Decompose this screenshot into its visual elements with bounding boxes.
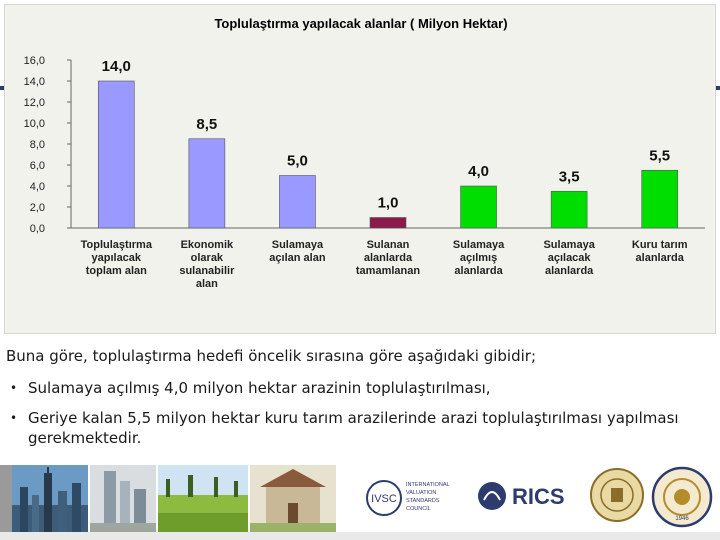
category-label-line: Kuru tarım [631,239,688,251]
category-label [269,239,326,264]
bar-value-label: 8,5 [196,115,218,133]
category-label-line: yapılacak [91,252,142,264]
bar [98,81,134,228]
bar-value-label: 3,5 [558,168,580,186]
category-label-line: Sulanan [366,239,410,251]
category-label-line: alanlarda [635,252,684,264]
category-labels [81,239,688,290]
chart-panel [4,4,716,334]
towers-image [90,465,156,533]
bar-value-label: 5,5 [649,147,671,165]
ivsc-logo-line: INTERNATIONAL [406,482,450,488]
y-tick-label: 2,0 [29,202,45,214]
bar [370,218,406,229]
category-label-line: Sulamaya [543,239,595,251]
farmland-image [158,465,248,533]
category-label-line: alanlarda [544,265,594,277]
seal-year: 1946 [675,516,689,522]
category-label [81,239,153,277]
ivsc-logo-abbr: IVSC [371,493,397,505]
category-label-line: toplam alan [85,265,147,277]
bullet-glyph: • [10,411,18,425]
bar-chart [5,5,717,335]
y-tick-label: 6,0 [29,160,45,172]
body-text [6,346,696,458]
bullet-text: Geriye kalan 5,5 milyon hektar kuru tarım arazilerinde arazi toplulaştırılması yapılması gerekmektedir. [28,409,679,447]
bullet-item [6,378,696,398]
ankara-university-logo [650,466,714,528]
bar [279,176,315,229]
category-label-line: sulanabilir [179,265,235,277]
category-label-line: tamamlanan [355,265,421,277]
category-label-line: Sulamaya [271,239,324,251]
y-tick-label: 0,0 [29,223,45,235]
category-label [179,239,235,290]
ivsc-logo-line: STANDARDS [406,498,440,504]
bar-value-label: 4,0 [468,163,490,180]
bar-value-label: 5,0 [286,152,308,170]
ivsc-logo [364,470,464,526]
ivsc-logo-line: COUNCIL [406,506,431,512]
bullet-text: Sulamaya açılmış 4,0 milyon hektar arazinin toplulaştırılması, [28,379,491,397]
intro-paragraph: Buna göre, toplulaştırma hedefi öncelik sırasına göre aşağıdaki gibidir; [6,347,537,365]
category-label-line: Toplulaştırma [80,239,152,251]
footer-divider [0,532,720,540]
category-label-line: Ekonomik [180,239,234,251]
category-label-line: alanlarda [363,252,413,264]
chart-title: Toplulaştırma yapılacak alanlar ( Milyon Hektar) [214,16,508,31]
category-label [356,239,420,277]
y-tick-label: 16,0 [23,55,45,67]
category-label-line: alan [195,278,218,290]
category-label-line: açılmış [459,252,498,264]
bar-value-label: 14,0 [101,58,131,75]
category-label-line: alanlarda [454,265,503,277]
house-image [250,465,336,533]
value-labels [102,58,670,212]
category-label-line: açılan alan [269,252,326,264]
category-label [632,239,688,264]
y-tick-label: 14,0 [23,76,45,88]
category-label [543,239,595,277]
bar-value-label: 1,0 [377,194,399,212]
rics-logo [472,470,582,526]
y-tick-label: 8,0 [29,139,45,151]
category-label-line: Sulamaya [452,239,505,251]
bullet-item [6,408,696,448]
bar [461,186,497,228]
city-skyline-image [12,465,88,533]
category-label-line: açılacak [547,252,591,264]
y-tick-label: 12,0 [23,97,45,109]
bar [551,191,587,228]
y-tick-label: 10,0 [23,118,45,130]
university-seal-logo [590,466,644,524]
photo-edge-image [0,465,12,533]
bar [642,170,678,228]
y-tick-label: 4,0 [29,181,45,193]
bullet-glyph: • [10,381,18,395]
ivsc-logo-line: VALUATION [406,490,437,496]
category-label-line: olarak [190,252,224,264]
category-label [453,239,505,277]
bar [189,139,225,228]
rics-logo-text: RICS [512,484,565,509]
